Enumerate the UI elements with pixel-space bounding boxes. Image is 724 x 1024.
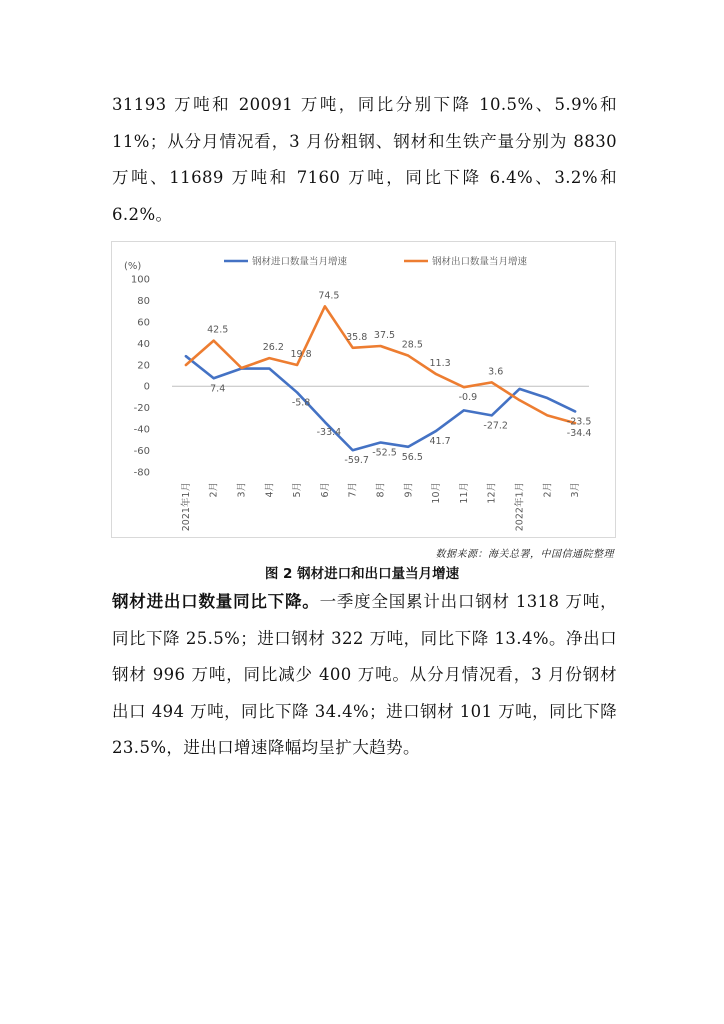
export-data-label: 74.5 (318, 290, 340, 302)
figure-caption: 图 2 钢材进口和出口量当月增速 (264, 566, 460, 582)
line-chart (112, 242, 615, 537)
export-data-label: 42.5 (207, 324, 229, 336)
paragraph-text: 一季度全国累计出口钢材 1318 万吨，同比下降 25.5%；进口钢材 322 万吨，同比下降 13.4%。净出口钢材 996 万吨，同比减少 400 万吨。从分月情况看，3 月份钢材出口 494 万吨，同比下降 34.4%；进口钢材 101 万吨，同比下降 23.5%，进出口增速降幅均呈扩大趋势。 (112, 592, 617, 757)
legend-entry: 钢材进口数量当月增速 (252, 256, 348, 268)
import-data-label: -52.5 (372, 447, 397, 459)
y-tick-label: -20 (133, 403, 150, 415)
paragraph-text: 31193 万吨和 20091 万吨，同比分别下降 10.5%、5.9%和 11%；从分月情况看，3 月份粗钢、钢材和生铁产量分别为 8830 万吨、11689 万吨和 7160 万吨，同比下降 6.4%、3.2%和 6.2%。 (112, 95, 617, 224)
x-tick-label: 8月 (375, 482, 387, 498)
y-tick-label: -40 (133, 424, 150, 436)
y-axis-unit-label: (%) (124, 261, 142, 272)
import-data-label: 41.7 (429, 435, 451, 447)
x-tick-label: 7月 (347, 482, 359, 498)
export-data-label: -34.4 (566, 428, 592, 440)
x-tick-label: 9月 (403, 482, 415, 498)
x-tick-label: 3月 (570, 482, 582, 498)
export-data-label: 28.5 (401, 339, 423, 351)
import-data-label: -5.8 (291, 397, 311, 409)
legend-entry: 钢材出口数量当月增速 (432, 256, 528, 268)
import-data-label: -23.5 (566, 416, 592, 428)
x-tick-label: 2022年1月 (514, 482, 526, 532)
x-tick-label: 4月 (264, 482, 276, 498)
x-tick-label: 3月 (236, 482, 248, 498)
figure-source-note: 数据来源：海关总署，中国信通院整理 (435, 549, 614, 560)
paragraph-steel-trade (112, 584, 617, 767)
import-series-line (186, 356, 575, 450)
x-tick-label: 5月 (292, 482, 304, 498)
y-tick-label: -60 (133, 446, 150, 458)
export-data-label: 35.8 (346, 331, 368, 343)
export-series-line (186, 306, 575, 423)
export-data-label: 26.2 (262, 342, 284, 354)
export-data-label: 37.5 (373, 330, 396, 342)
y-tick-label: 80 (137, 295, 150, 307)
y-tick-label: -80 (133, 467, 150, 479)
import-data-label: -59.7 (344, 455, 369, 467)
y-tick-label: 60 (137, 317, 150, 329)
x-tick-label: 6月 (319, 482, 331, 498)
y-tick-label: 40 (137, 338, 150, 350)
import-data-label: 56.5 (401, 451, 423, 463)
import-data-label: -33.4 (316, 427, 342, 439)
paragraph-lead: 钢材进出口数量同比下降。 (112, 592, 320, 611)
y-tick-label: 100 (130, 274, 150, 286)
x-tick-label: 2月 (208, 482, 220, 498)
x-tick-label: 10月 (431, 482, 443, 504)
import-data-label: -27.2 (483, 420, 508, 432)
figure-chart-container (111, 241, 616, 538)
import-data-label: 7.4 (210, 383, 226, 395)
y-tick-label: 0 (143, 381, 150, 393)
paragraph-steel-output (112, 87, 617, 233)
x-tick-label: 2021年1月 (180, 482, 192, 532)
x-tick-label: 2月 (542, 482, 554, 498)
export-data-label: 11.3 (429, 358, 451, 370)
y-tick-label: 20 (137, 360, 150, 372)
export-data-label: -0.9 (458, 392, 478, 404)
x-tick-label: 11月 (458, 482, 470, 504)
x-tick-label: 12月 (486, 482, 498, 504)
export-data-label: 3.6 (488, 366, 504, 378)
export-data-label: 19.8 (290, 348, 312, 360)
